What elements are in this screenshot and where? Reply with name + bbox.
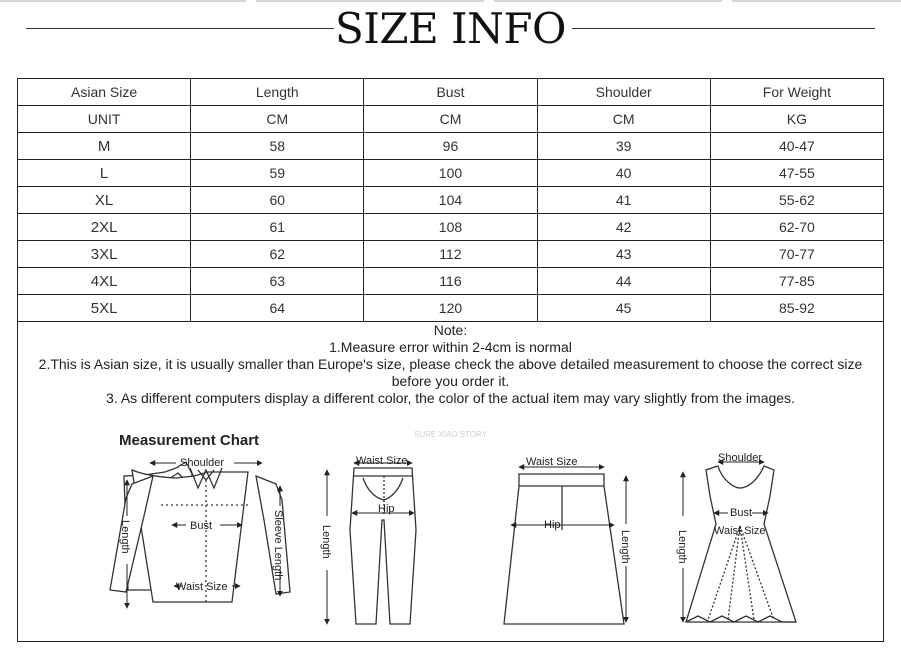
size-cell: 4XL — [18, 268, 191, 295]
watermark-text: SURE XIAO STORY — [414, 430, 488, 439]
note-line-1: 1.Measure error within 2-4cm is normal — [329, 339, 572, 355]
table-row — [18, 187, 884, 214]
size-cell: 5XL — [18, 295, 191, 322]
dress-bust-label: Bust — [730, 507, 753, 519]
size-table — [17, 78, 884, 322]
notes-panel — [17, 320, 884, 642]
shoulder-cell: 45 — [537, 295, 710, 322]
weight-cell: 47-55 — [710, 160, 883, 187]
unit-cell: CM — [191, 106, 364, 133]
skirt-hip-label: Hip — [544, 519, 561, 531]
header-right-line — [572, 28, 875, 29]
measurement-illustrations — [18, 320, 883, 640]
table-row — [18, 268, 884, 295]
weight-cell: 85-92 — [710, 295, 883, 322]
dress-length-label: Length — [676, 530, 688, 564]
shirt-bust-label: Bust — [190, 520, 213, 532]
shirt-length-label: Length — [119, 520, 131, 554]
measurement-chart-title: Measurement Chart — [119, 432, 260, 449]
shirt-sleeve-label: Sleeve Length — [272, 510, 284, 581]
length-cell: 61 — [191, 214, 364, 241]
bust-cell: 96 — [364, 133, 537, 160]
table-row — [18, 133, 884, 160]
size-cell: M — [18, 133, 191, 160]
table-row — [18, 241, 884, 268]
shirt-shoulder-label: Shoulder — [180, 457, 225, 469]
unit-cell: KG — [710, 106, 883, 133]
shoulder-cell: 42 — [537, 214, 710, 241]
pants-illustration — [350, 468, 416, 624]
table-header-row — [18, 79, 884, 106]
skirt-waist-label: Waist Size — [526, 456, 578, 468]
size-cell: 3XL — [18, 241, 191, 268]
length-cell: 62 — [191, 241, 364, 268]
skirt-illustration — [504, 474, 624, 624]
shoulder-cell: 41 — [537, 187, 710, 214]
size-cell: L — [18, 160, 191, 187]
column-header: Shoulder — [537, 79, 710, 106]
pants-length-label: Length — [320, 525, 332, 559]
column-header: For Weight — [710, 79, 883, 106]
skirt-length-label: Length — [619, 530, 631, 564]
bust-cell: 104 — [364, 187, 537, 214]
column-header: Length — [191, 79, 364, 106]
dress-illustration — [686, 466, 796, 622]
length-cell: 60 — [191, 187, 364, 214]
dress-waist-label: Waist Size — [714, 525, 766, 537]
weight-cell: 70-77 — [710, 241, 883, 268]
bust-cell: 120 — [364, 295, 537, 322]
unit-cell: CM — [537, 106, 710, 133]
shoulder-cell: 44 — [537, 268, 710, 295]
bust-cell: 112 — [364, 241, 537, 268]
bust-cell: 108 — [364, 214, 537, 241]
notes-heading: Note: — [433, 322, 468, 338]
pants-waist-label: Waist Size — [356, 455, 408, 467]
page-title: SIZE INFO — [335, 4, 566, 53]
bust-cell: 100 — [364, 160, 537, 187]
column-header: Bust — [364, 79, 537, 106]
weight-cell: 77-85 — [710, 268, 883, 295]
table-unit-row — [18, 106, 884, 133]
size-cell: XL — [18, 187, 191, 214]
note-line-2: 2.This is Asian size, it is usually smaller than Europe's size, please check the above detailed measurement to choose the correct size before you order it. — [38, 356, 863, 389]
shoulder-cell: 39 — [537, 133, 710, 160]
size-cell: 2XL — [18, 214, 191, 241]
bust-cell: 116 — [364, 268, 537, 295]
table-row — [18, 295, 884, 322]
table-row — [18, 214, 884, 241]
dress-shoulder-label: Shoulder — [718, 452, 763, 464]
shirt-waist-label: Waist Size — [176, 581, 228, 593]
weight-cell: 62-70 — [710, 214, 883, 241]
length-cell: 58 — [191, 133, 364, 160]
shoulder-cell: 43 — [537, 241, 710, 268]
shoulder-cell: 40 — [537, 160, 710, 187]
note-line-3: 3. As different computers display a different color, the color of the actual item may vary slightly from the images. — [106, 390, 795, 406]
unit-cell: UNIT — [18, 106, 191, 133]
table-row — [18, 160, 884, 187]
length-cell: 59 — [191, 160, 364, 187]
column-header: Asian Size — [18, 79, 191, 106]
page-header — [0, 0, 901, 70]
weight-cell: 40-47 — [710, 133, 883, 160]
pants-hip-label: Hip — [378, 503, 395, 515]
length-cell: 63 — [191, 268, 364, 295]
length-cell: 64 — [191, 295, 364, 322]
unit-cell: CM — [364, 106, 537, 133]
weight-cell: 55-62 — [710, 187, 883, 214]
